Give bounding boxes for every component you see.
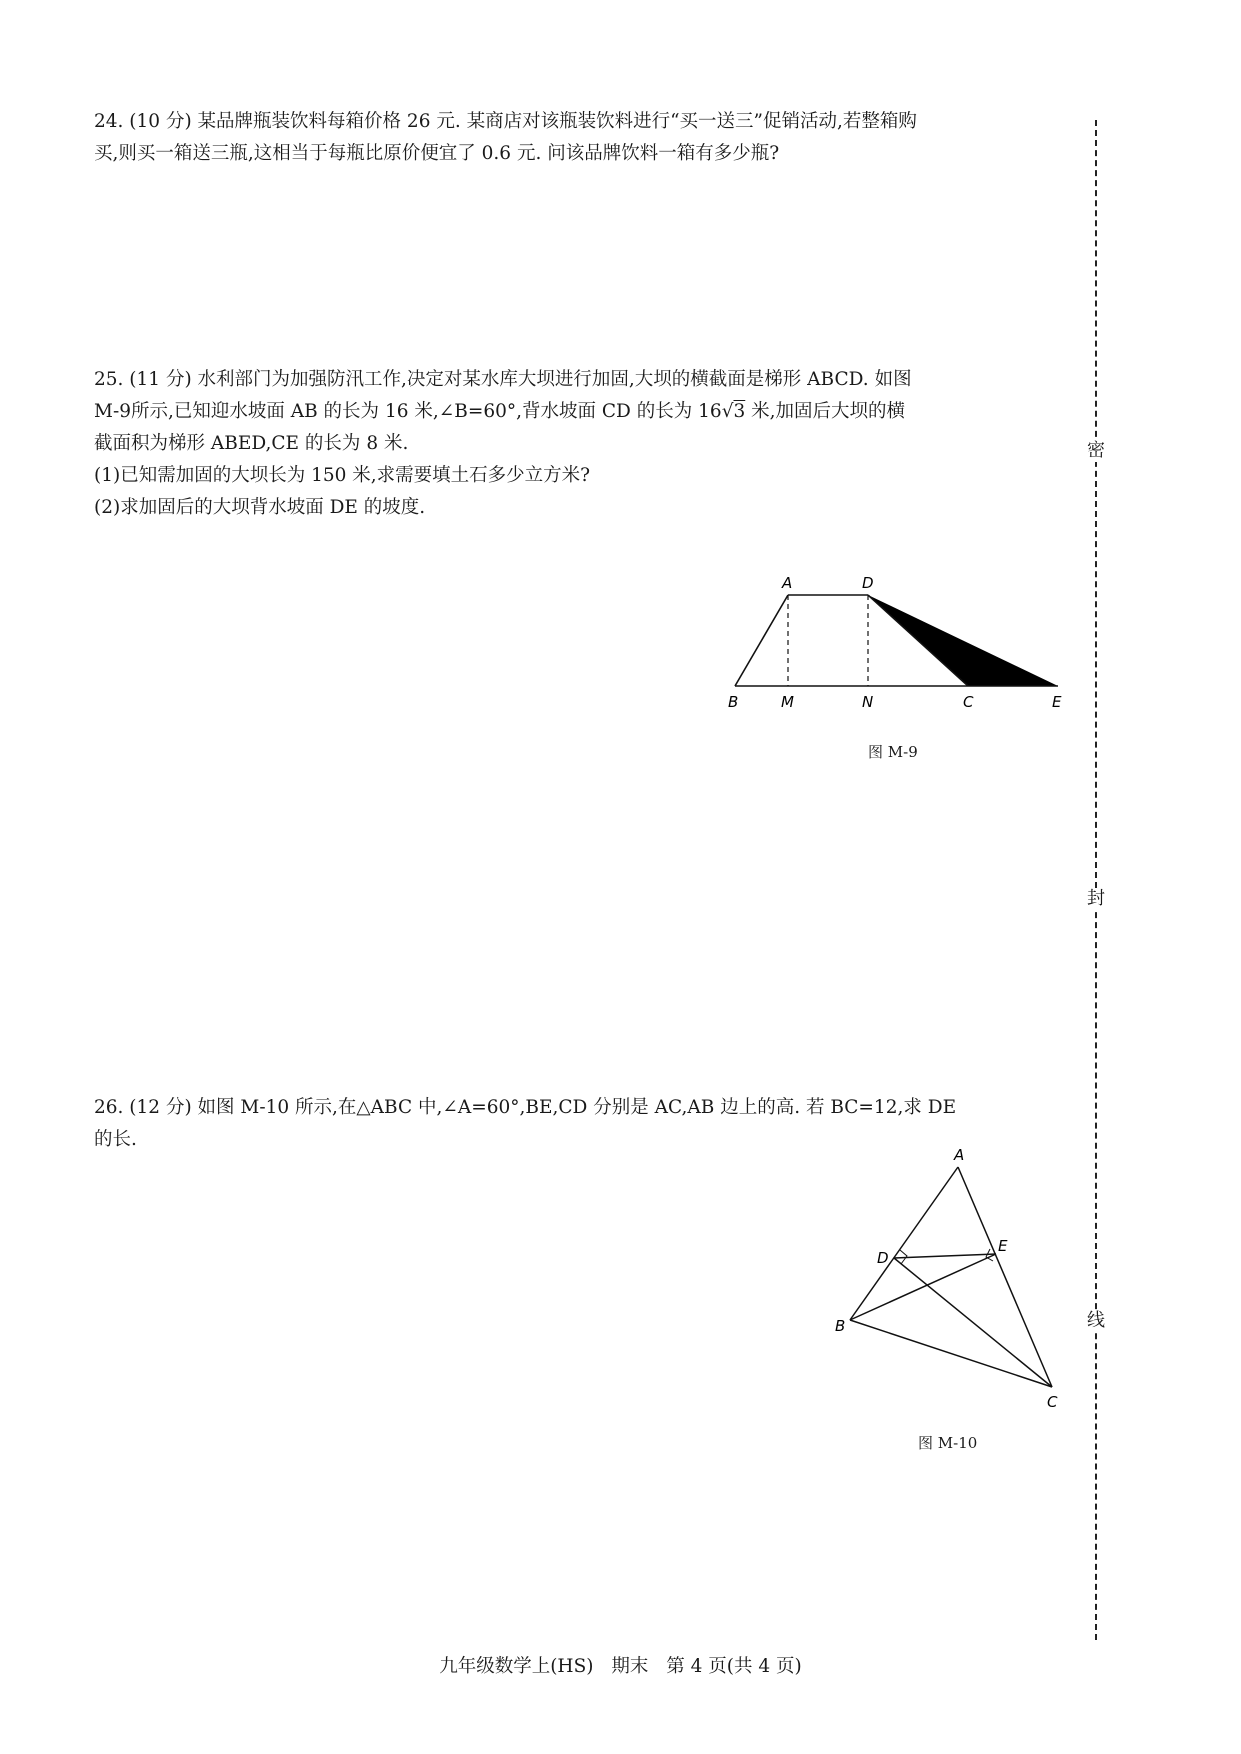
seal-char-mi: 密 xyxy=(1087,440,1105,461)
figure-m10-caption: 图 M-10 xyxy=(918,1434,978,1452)
figure-m10-diagram xyxy=(830,1146,1070,1420)
seal-char-feng: 封 xyxy=(1087,888,1105,909)
question-24-line-2: 买,则买一箱送三瓶,这相当于每瓶比原价便宜了 0.6 元. 问该品牌饮料一箱有多少瓶? xyxy=(94,143,780,164)
question-26 xyxy=(94,1092,1062,1156)
page-footer xyxy=(0,1652,1241,1678)
question-25-line-3: 截面积为梯形 ABED,CE 的长为 8 米. xyxy=(94,433,409,454)
question-24-line-1: 24. (10 分) 某品牌瓶装饮料每箱价格 26 元. 某商店对该瓶装饮料进行“买一送三”促销活动,若整箱购 xyxy=(94,111,917,132)
seal-dashed-line xyxy=(1095,120,1097,1640)
sqrt-radicand: 3 xyxy=(733,401,746,422)
question-26-line-2: 的长. xyxy=(94,1129,137,1150)
figure-m9-diagram xyxy=(730,575,1070,710)
segment-BE xyxy=(850,1254,996,1320)
question-25-line-1: 25. (11 分) 水利部门为加强防汛工作,决定对某水库大坝进行加固,大坝的横截面是梯形 ABCD. 如图 xyxy=(94,369,912,390)
question-24 xyxy=(94,106,1062,170)
point-label-m: M xyxy=(781,693,794,711)
point-label-e: E xyxy=(998,1237,1008,1255)
point-label-b: B xyxy=(835,1317,846,1335)
footer-term: 期末 xyxy=(611,1656,649,1677)
point-label-e: E xyxy=(1052,693,1062,711)
segment-BC xyxy=(850,1320,1052,1387)
point-label-d: D xyxy=(862,574,874,592)
segment-DE xyxy=(894,1254,996,1258)
question-25-sub-2: (2)求加固后的大坝背水坡面 DE 的坡度. xyxy=(94,497,426,518)
figure-m10 xyxy=(830,1146,1070,1420)
seal-char-xian: 线 xyxy=(1087,1310,1105,1331)
segment-CD xyxy=(894,1258,1052,1387)
footer-page: 第 4 页(共 4 页) xyxy=(666,1656,802,1677)
point-label-c: C xyxy=(963,693,974,711)
sqrt-symbol: √ xyxy=(721,401,734,422)
point-label-n: N xyxy=(862,693,874,711)
question-25-line-2-text: M-9所示,已知迎水坡面 AB 的长为 16 米,∠B=60°,背水坡面 CD 的长为 16 xyxy=(94,401,722,422)
point-label-c: C xyxy=(1047,1393,1058,1411)
question-25-sub-1: (1)已知需加固的大坝长为 150 米,求需要填土石多少立方米? xyxy=(94,465,591,486)
point-label-a: A xyxy=(954,1146,965,1164)
question-25-line-2-tail: 米,加固后大坝的横 xyxy=(745,401,906,422)
figure-m9 xyxy=(730,575,1070,710)
segment-AB xyxy=(735,595,788,686)
point-label-a: A xyxy=(782,574,793,592)
figure-m9-caption: 图 M-9 xyxy=(868,743,918,761)
question-25 xyxy=(94,364,1062,524)
question-26-line-1: 26. (12 分) 如图 M-10 所示,在△ABC 中,∠A=60°,BE,CD 分别是 AC,AB 边上的高. 若 BC=12,求 DE xyxy=(94,1097,957,1118)
reinforcement-region xyxy=(868,595,1058,686)
point-label-b: B xyxy=(728,693,739,711)
footer-subject: 九年级数学上(HS) xyxy=(439,1656,594,1677)
seal-line xyxy=(1087,120,1105,1640)
point-label-d: D xyxy=(877,1249,889,1267)
question-25-line-2 xyxy=(94,396,1062,428)
segment-AC xyxy=(958,1167,1052,1387)
